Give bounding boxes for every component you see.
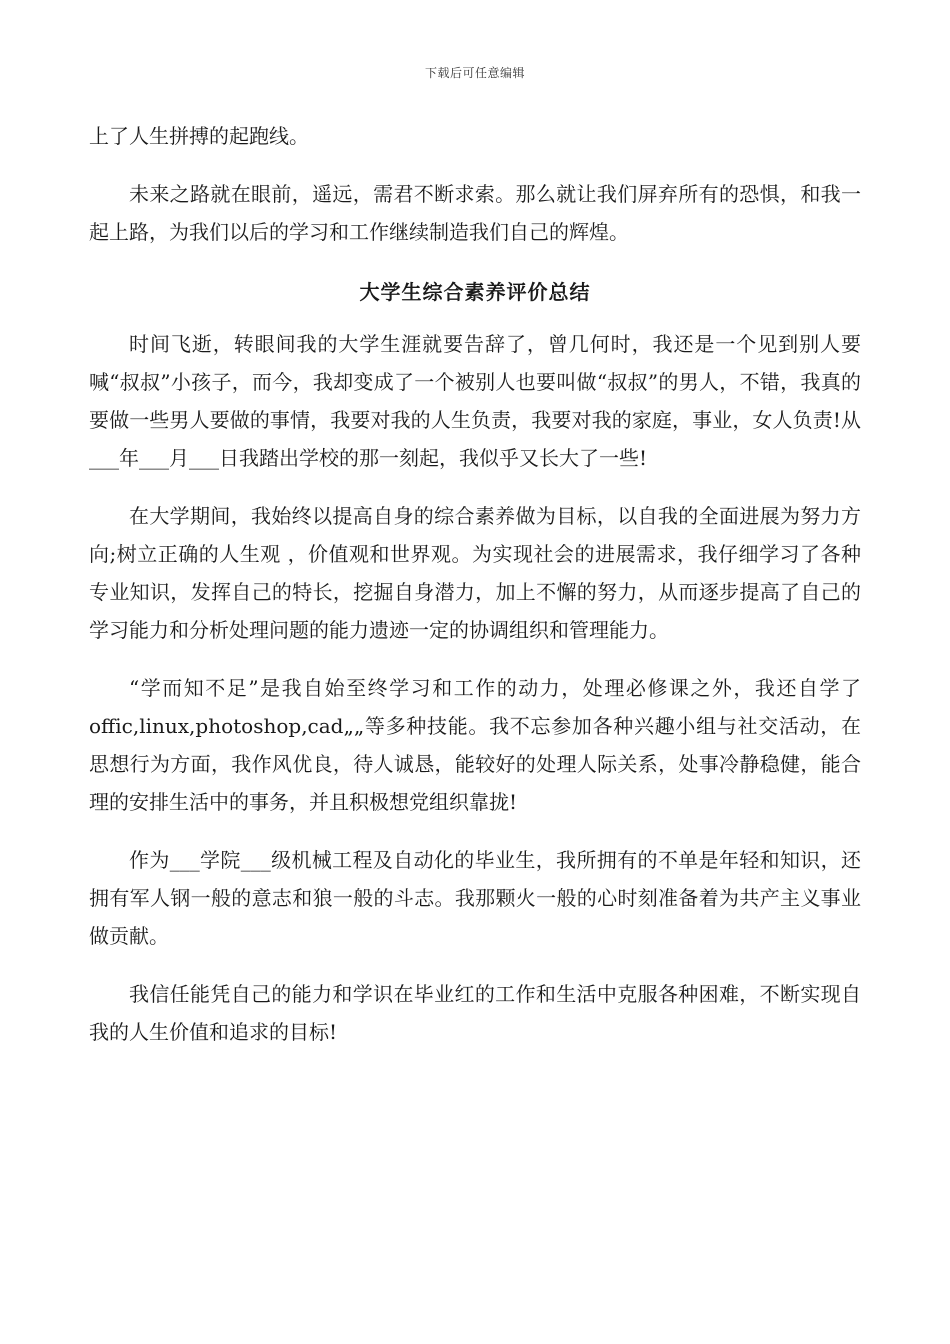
document-body — [89, 117, 861, 1051]
body-paragraph-1: 时间飞逝，转眼间我的大学生涯就要告辞了，曾几何时，我还是一个见到别人要喊“叔叔”小孩子，而今，我却变成了一个被别人也要叫做“叔叔”的男人，不错，我真的要做一些男人要做的事情，我要对我的人生负责，我要对我的家庭，事业，女人负责!从___年___月___日我踏出学校的那一刻起，我似乎又长大了一些! — [89, 332, 861, 470]
section-title: 大学生综合素养评价总结 — [359, 280, 591, 304]
body-paragraph-3: “学而知不足”是我自始至终学习和工作的动力，处理必修课之外，我还自学了offic,linux,photoshop,cad„„等多种技能。我不忘参加各种兴趣小组与社交活动，在思想行为方面，我作风优良，待人诚恳，能较好的处理人际关系，处事冷静稳健，能合理的安排生活中的事务，并且积极想党组织靠拢! — [89, 676, 861, 814]
body-paragraph-2: 在大学期间，我始终以提高自身的综合素养做为目标，以自我的全面进展为努力方向;树立正确的人生观 ，价值观和世界观。为实现社会的进展需求，我仔细学习了各种专业知识，发挥自己的特长，挖掘自身潜力，加上不懈的努力，从而逐步提高了自己的学习能力和分析处理问题的能力遗迹一定的协调组织和管理能力。 — [89, 504, 861, 642]
page-header-note: 下载后可任意编辑 — [424, 66, 525, 80]
body-paragraph-4: 作为___学院___级机械工程及自动化的毕业生，我所拥有的不单是年轻和知识，还拥有军人钢一般的意志和狼一般的斗志。我那颗火一般的心时刻准备着为共产主义事业做贡献。 — [89, 848, 861, 948]
intro-paragraph-1: 上了人生拼搏的起跑线。 — [89, 124, 309, 148]
intro-paragraph-2: 未来之路就在眼前，遥远，需君不断求索。那么就让我们屏弃所有的恐惧，和我一起上路，为我们以后的学习和工作继续制造我们自己的辉煌。 — [89, 182, 861, 244]
body-paragraph-5: 我信任能凭自己的能力和学识在毕业红的工作和生活中克服各种困难，不断实现自我的人生价值和追求的目标! — [89, 982, 861, 1044]
